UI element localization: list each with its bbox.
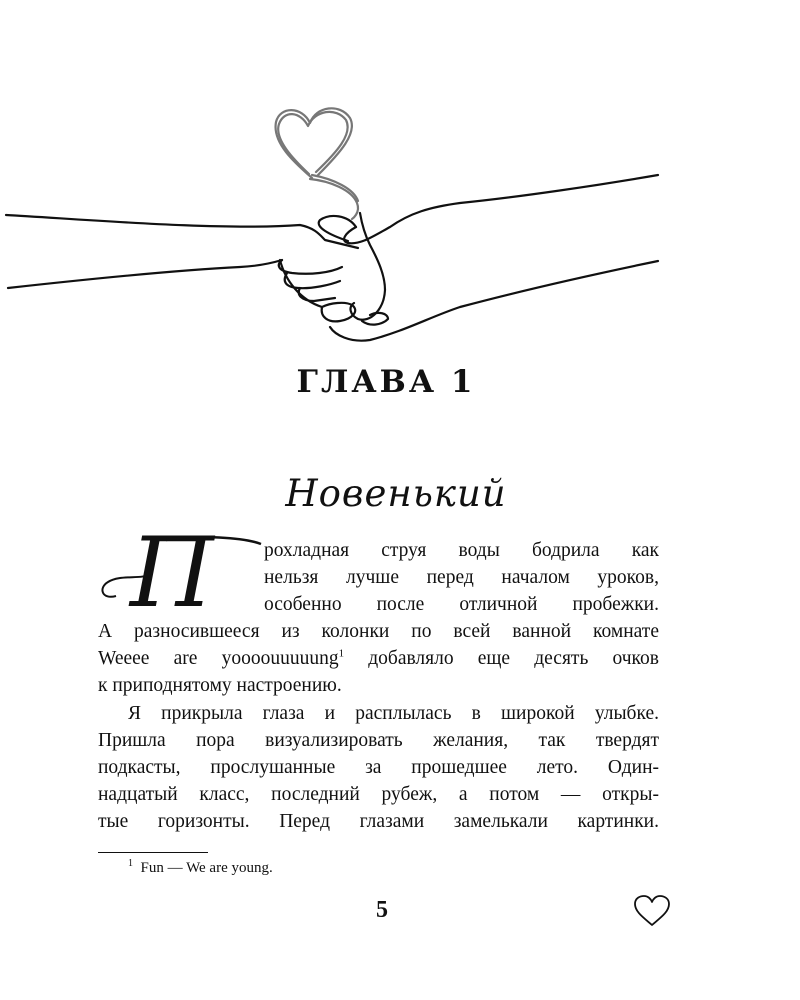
- paragraph-line: тые горизонты. Перед глазами замелькали картинки.: [98, 811, 659, 832]
- song-lyric: Weeee are yoooouuuuung: [98, 648, 339, 669]
- right-hand-illustration: [319, 175, 658, 341]
- paragraph-line: рохладная струя воды бодрила как: [264, 540, 659, 561]
- paragraph-line: Пришла пора визуализировать желания, так твердят: [98, 730, 659, 751]
- paragraph-line: А разносившееся из колонки по всей ванной комнате: [98, 621, 659, 642]
- footnote-divider: [98, 852, 208, 853]
- heart-outline-icon: [632, 895, 672, 927]
- paragraph-line: нельзя лучше перед началом уроков,: [264, 567, 659, 588]
- paragraph-line: к приподнятому настроению.: [98, 675, 342, 696]
- page-number: 5: [376, 897, 388, 923]
- dropcap-letter: [96, 534, 262, 614]
- heart-icon: [276, 108, 358, 219]
- dropcap-glyph: П: [130, 534, 214, 614]
- paragraph-line-tail: добавляло еще десять очков: [344, 648, 659, 669]
- hands-heart-illustration: [0, 95, 800, 355]
- paragraph-line: надцатый класс, последний рубеж, а потом — откры-: [98, 784, 659, 805]
- footnote: [128, 860, 273, 877]
- footnote-text: Fun — We are young.: [140, 860, 273, 876]
- chapter-title: ГЛАВА 1: [296, 364, 476, 400]
- paragraph-line-with-footnote: [98, 646, 659, 672]
- paragraph-line: подкасты, прослушанные за прошедшее лето. Один-: [98, 757, 659, 778]
- footnote-ref[interactable]: 1: [338, 647, 345, 660]
- footnote-number: 1: [128, 858, 133, 869]
- left-hand-illustration: [6, 215, 358, 307]
- paragraph-line: особенно после отличной пробежки.: [264, 594, 659, 615]
- chapter-subtitle: Новенький: [285, 472, 507, 515]
- paragraph-line: Я прикрыла глаза и расплылась в широкой улыбке.: [128, 703, 659, 724]
